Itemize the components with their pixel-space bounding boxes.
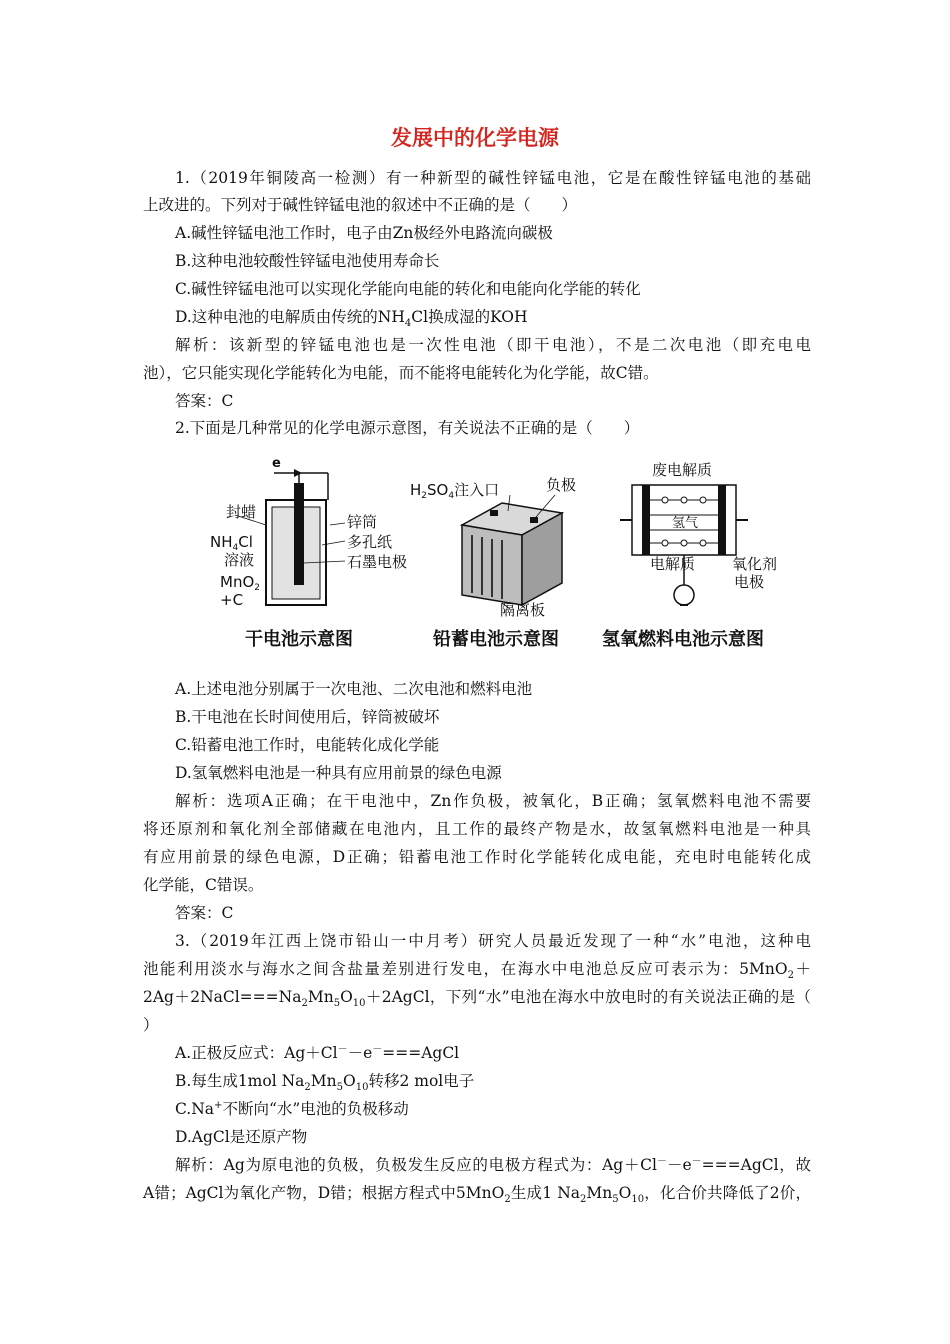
carbon-label: +C <box>220 591 244 609</box>
q3-stem-line-2: 池能利用淡水与海水之间含盐量差别进行发电，在海水中电池总反应可表示为：5MnO$_2$＋ <box>143 960 811 982</box>
q2-analysis-line-2: 将还原剂和氧化剂全部储藏在电池内，且工作的最终产物是水，故氢氧燃料电池是一种具 <box>143 820 811 838</box>
electrolyte-label: 电解质 <box>650 555 696 573</box>
fuel-cell-caption: 氢氧燃料电池示意图 <box>602 629 764 650</box>
q2-answer: 答案：C <box>175 904 234 922</box>
q2-option-d: D.氢氧燃料电池是一种具有应用前景的绿色电源 <box>175 764 502 782</box>
q3-stem-line-3: $2Ag+2NaCl===Na_2Mn_5O_{10}+2AgCl$，下列“水”电池在海水中放电时的有关说法正确的是（ <box>143 988 811 1010</box>
q1-stem-line-1: 1.（2019年铜陵高一检测）有一种新型的碱性锌锰电池，它是在酸性锌锰电池的基础 <box>175 169 811 187</box>
zinc-can-label: 锌筒 <box>347 513 378 531</box>
q1-option-d: D.这种电池的电解质由传统的$NH_4Cl$换成湿的KOH <box>175 308 528 330</box>
q3-option-d: D.AgCl是还原产物 <box>175 1128 308 1146</box>
acid-inlet-label: $H_2SO_4$注入口 <box>410 481 500 501</box>
q1-option-a: A.碱性锌锰电池工作时，电子由Zn极经外电路流向碳极 <box>175 224 553 242</box>
q3-stem-line-1: 3.（2019年江西上饶市铅山一中月考）研究人员最近发现了一种“水”电池，这种电 <box>175 932 811 950</box>
solution-label: 溶液 <box>224 551 255 569</box>
graphite-electrode-label: 石墨电极 <box>347 553 408 571</box>
wax-label: 封蜡 <box>226 503 257 521</box>
fuel-cell-diagram <box>620 461 777 605</box>
dry-cell-caption: 干电池示意图 <box>245 629 353 650</box>
q2-analysis-line-3: 有应用前景的绿色电源，D正确；铅蓄电池工作时化学能转化成电能，充电时电能转化成 <box>143 848 811 866</box>
hydrogen-label: 氢气 <box>672 516 699 531</box>
dry-cell-diagram <box>210 456 407 609</box>
mno2-label: MnO$_2$ <box>220 573 260 593</box>
electron-label: e <box>272 456 281 471</box>
q1-stem-line-2: 上改进的。下列对于碱性锌锰电池的叙述中不正确的是（ ） <box>143 196 578 214</box>
q3-analysis-line-2: A错；AgCl为氧化产物，D错；根据方程式中5MnO$_2$生成1 $Na_2Mn_5O_{10}$，化合价共降低了2价， <box>143 1184 811 1206</box>
nh4cl-label: $NH_4Cl$ <box>210 533 253 553</box>
q1-answer: 答案：C <box>175 392 234 410</box>
q3-stem-line-4: ） <box>143 1016 159 1034</box>
q2-option-c: C.铅蓄电池工作时，电能转化成化学能 <box>175 736 440 754</box>
q1-analysis-line-2: 池），它只能实现化学能转化为电能，而不能将电能转化为化学能，故C错。 <box>143 364 659 382</box>
q2-stem: 2.下面是几种常见的化学电源示意图，有关说法不正确的是（ ） <box>175 419 640 437</box>
separator-label: 隔离板 <box>500 601 546 619</box>
oxidant-electrode-label: 电极 <box>734 573 765 591</box>
q2-option-a: A.上述电池分别属于一次电池、二次电池和燃料电池 <box>175 680 533 698</box>
q2-analysis-line-1: 解析：选项A正确；在干电池中，Zn作负极，被氧化，B正确；氢氧燃料电池不需要 <box>175 792 811 810</box>
q1-option-c: C.碱性锌锰电池可以实现化学能向电能的转化和电能向化学能的转化 <box>175 280 641 298</box>
lead-acid-diagram <box>410 476 576 619</box>
q1-option-b: B.这种电池较酸性锌锰电池使用寿命长 <box>175 252 440 270</box>
waste-electrolyte-label: 废电解质 <box>652 461 713 479</box>
q3-option-b: B.每生成1mol $Na_2Mn_5O_{10}$转移2 mol电子 <box>175 1072 475 1094</box>
negative-electrode-label: 负极 <box>546 476 577 494</box>
porous-paper-label: 多孔纸 <box>347 533 393 551</box>
q2-analysis-line-4: 化学能，C错误。 <box>143 876 264 894</box>
q3-option-c: C.Na+不断向“水”电池的负极移动 <box>175 1099 409 1118</box>
q1-analysis-line-1: 解析：该新型的锌锰电池也是一次性电池（即干电池），不是二次电池（即充电电 <box>175 336 811 354</box>
page-title: 发展中的化学电源 <box>391 126 559 150</box>
lead-acid-caption: 铅蓄电池示意图 <box>433 629 559 650</box>
oxidant-label: 氧化剂 <box>732 555 778 573</box>
q2-option-b: B.干电池在长时间使用后，锌筒被破坏 <box>175 708 440 726</box>
q3-analysis-line-1: 解析：Ag为原电池的负极，负极发生反应的电极方程式为：Ag＋Cl－－e－===AgCl，故 <box>175 1155 811 1174</box>
q3-option-a: A.正极反应式：Ag＋Cl－－e－===AgCl <box>175 1043 460 1062</box>
